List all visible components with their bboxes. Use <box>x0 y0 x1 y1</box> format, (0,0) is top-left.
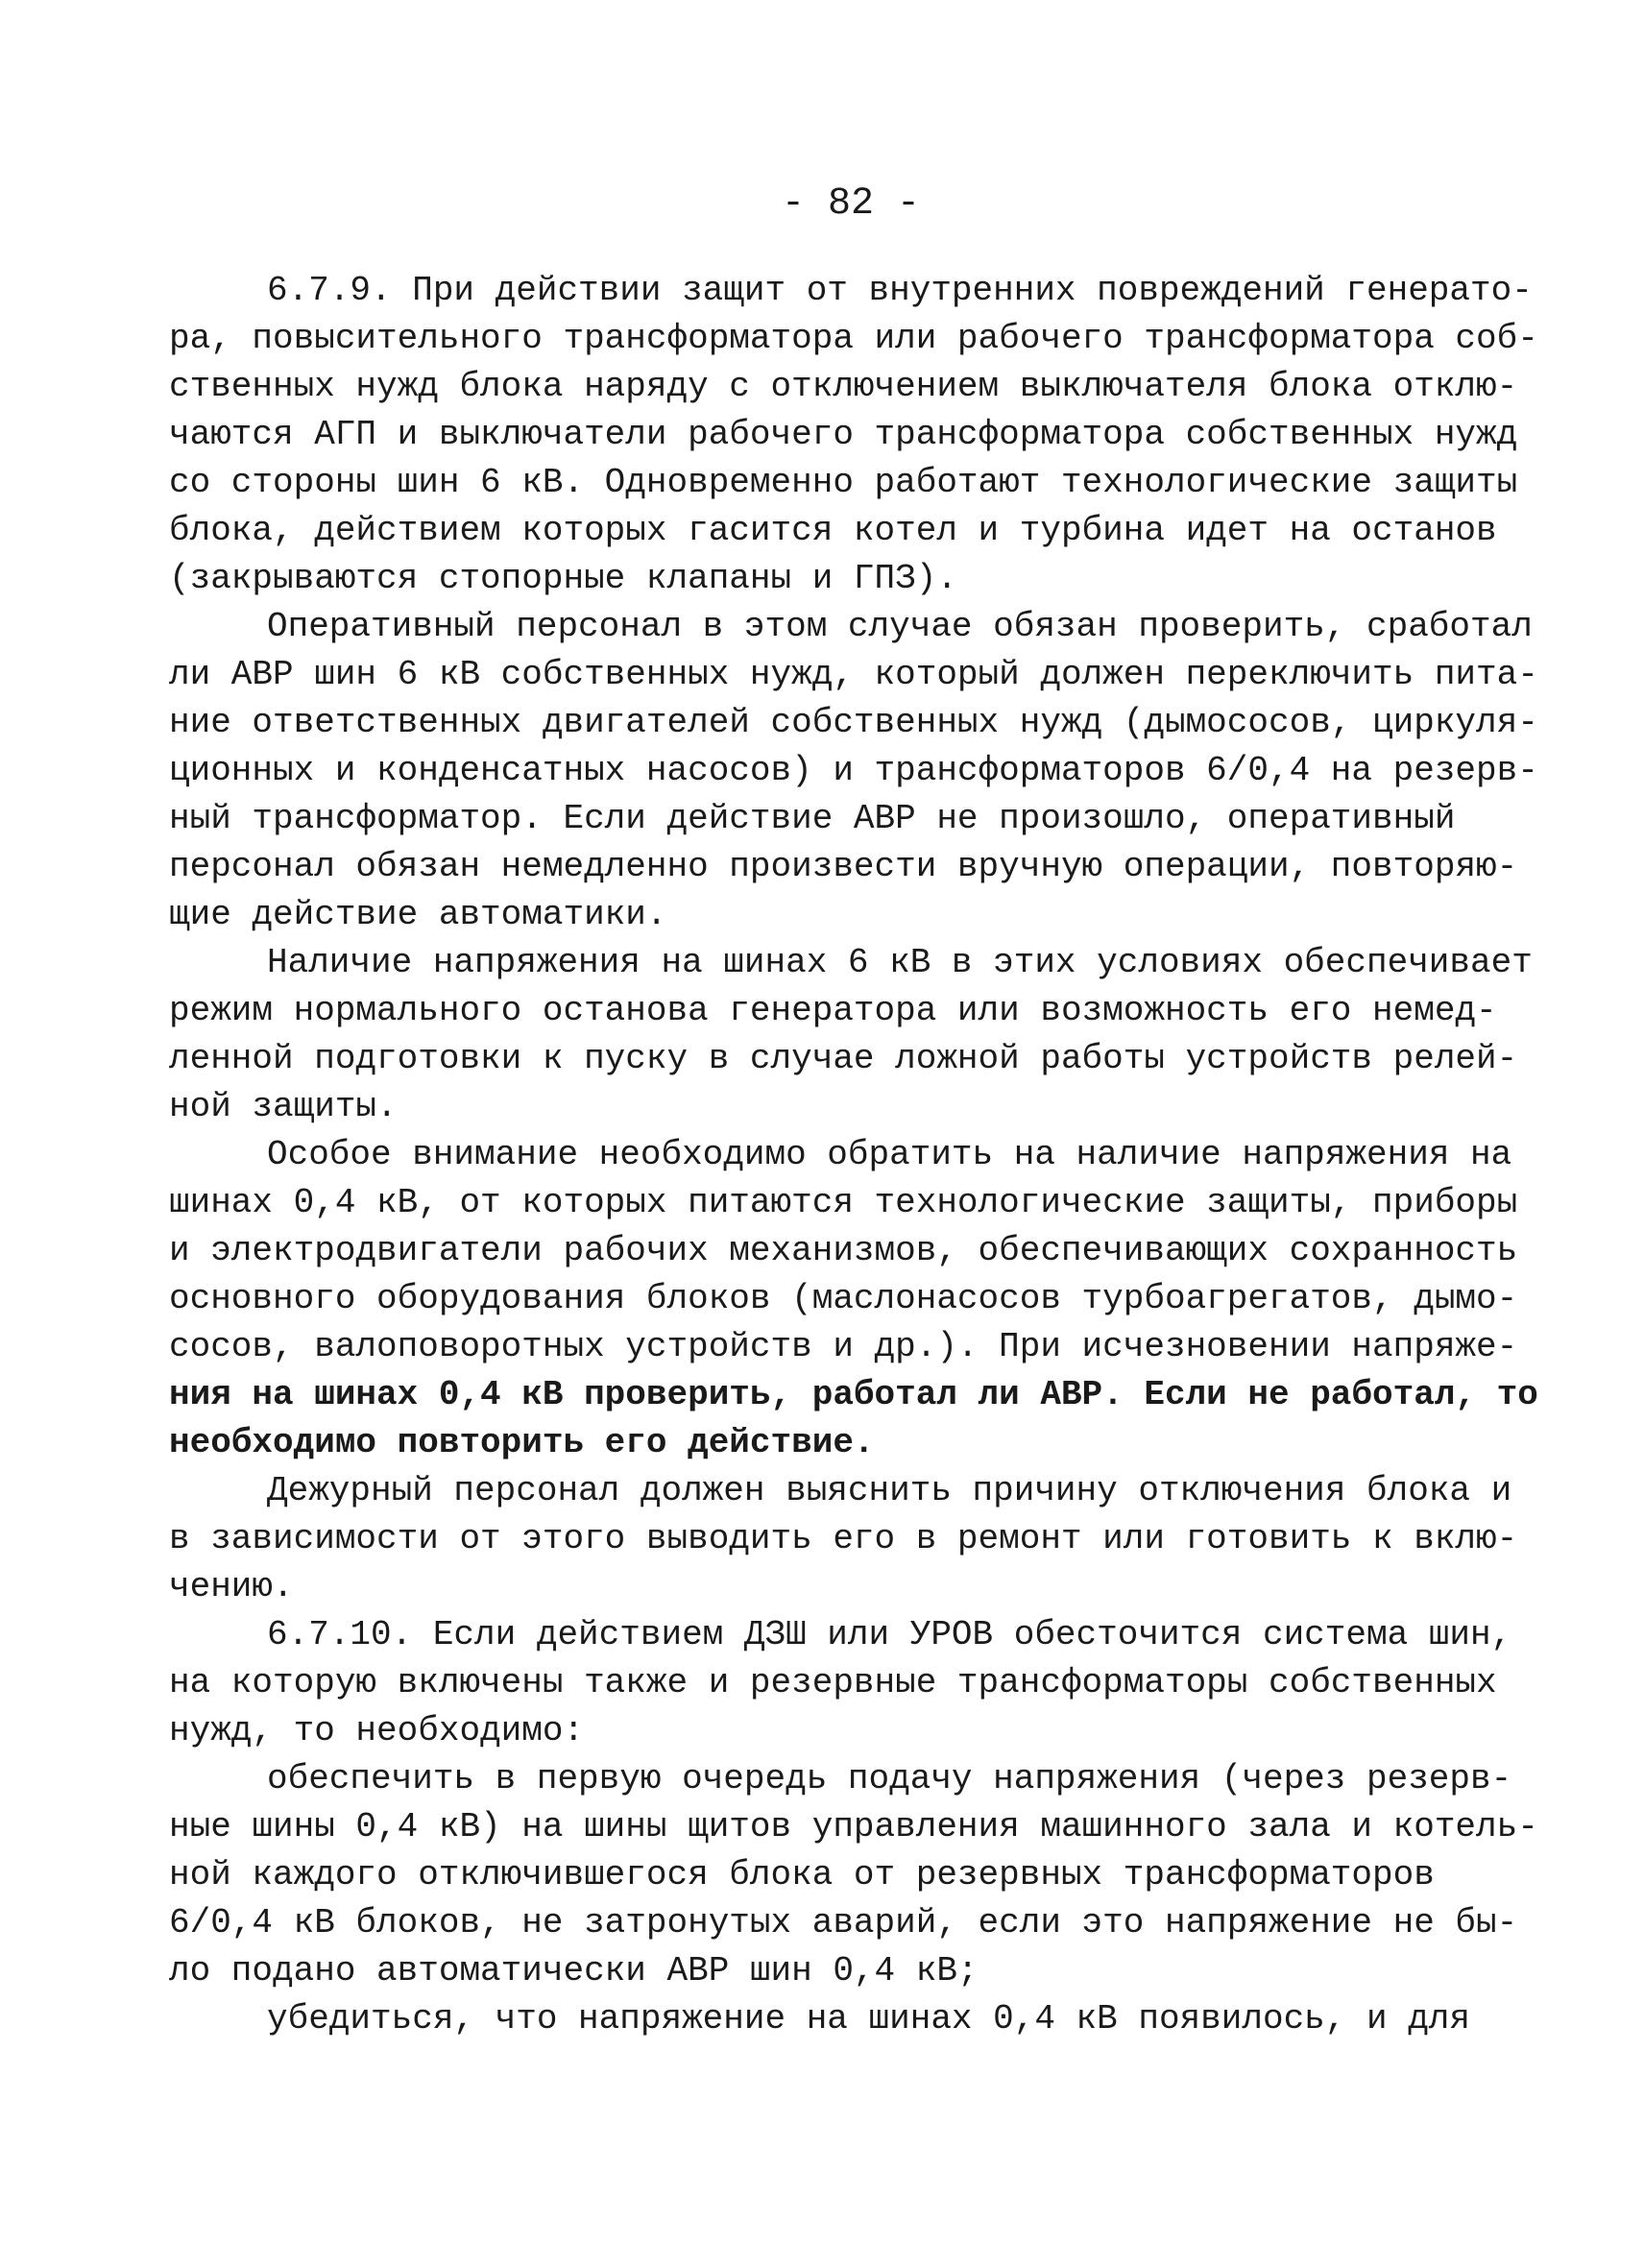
text-line: блока, действием которых гасится котел и турбина идет на останов <box>169 511 1497 550</box>
text-line: Оперативный персонал в этом случае обязан проверить, сработал <box>267 607 1533 646</box>
text-line: Наличие напряжения на шинах 6 кВ в этих условиях обеспечивает <box>267 943 1533 982</box>
text-line: основного оборудования блоков (маслонасосов турбоагрегатов, дымо- <box>169 1279 1518 1318</box>
text-line: на которую включены также и резервные трансформаторы собственных <box>169 1663 1497 1702</box>
text-line: ленной подготовки к пуску в случае ложной работы устройств релей- <box>169 1039 1518 1078</box>
text-line: 6/0,4 кВ блоков, не затронутых аварий, если это напряжение не бы- <box>169 1903 1518 1942</box>
body-text <box>169 267 1538 2043</box>
text-line: персонал обязан немедленно произвести вручную операции, повторяю- <box>169 847 1518 886</box>
text-line: Особое внимание необходимо обратить на наличие напряжения на <box>267 1135 1512 1174</box>
page-number: - 82 - <box>781 182 921 226</box>
text-line: ной защиты. <box>169 1087 398 1126</box>
text-line: ра, повысительного трансформатора или рабочего трансформатора соб- <box>169 319 1538 358</box>
text-line: ный трансформатор. Если действие АВР не произошло, оперативный <box>169 799 1456 838</box>
text-line: необходимо повторить его действие. <box>169 1423 875 1462</box>
text-line: сосов, валоповоротных устройств и др.). При исчезновении напряже- <box>169 1327 1518 1366</box>
text-line: ли АВР шин 6 кВ собственных нужд, который должен переключить пита- <box>169 655 1538 694</box>
text-line: 6.7.10. Если действием ДЗШ или УРОВ обесточится система шин, <box>267 1615 1512 1654</box>
text-line: ния на шинах 0,4 кВ проверить, работал ли АВР. Если не работал, то <box>169 1375 1538 1414</box>
text-line: убедиться, что напряжение на шинах 0,4 кВ появилось, и для <box>267 1999 1471 2039</box>
text-line: ственных нужд блока наряду с отключением выключателя блока отклю- <box>169 367 1518 406</box>
text-line: режим нормального останова генератора или возможность его немед- <box>169 991 1497 1030</box>
text-line: щие действие автоматики. <box>169 895 667 934</box>
text-line: нужд, то необходимо: <box>169 1711 585 1750</box>
text-line: со стороны шин 6 кВ. Одновременно работают технологические защиты <box>169 463 1518 502</box>
text-line: (закрываются стопорные клапаны и ГПЗ). <box>169 559 957 598</box>
text-line: и электродвигатели рабочих механизмов, обеспечивающих сохранность <box>169 1231 1518 1270</box>
text-line: шинах 0,4 кВ, от которых питаются технологические защиты, приборы <box>169 1183 1518 1222</box>
text-line: обеспечить в первую очередь подачу напряжения (через резерв- <box>267 1759 1512 1798</box>
text-line: ние ответственных двигателей собственных нужд (дымососов, циркуля- <box>169 703 1538 742</box>
text-line: Дежурный персонал должен выяснить причину отключения блока и <box>267 1471 1512 1510</box>
text-line: чению. <box>169 1567 294 1606</box>
text-line: 6.7.9. При действии защит от внутренних повреждений генерато- <box>267 271 1533 310</box>
text-line: ной каждого отключившегося блока от резервных трансформаторов <box>169 1855 1435 1894</box>
text-line: ные шины 0,4 кВ) на шины щитов управления машинного зала и котель- <box>169 1807 1538 1846</box>
text-line: ло подано автоматически АВР шин 0,4 кВ; <box>169 1951 979 1991</box>
text-line: ционных и конденсатных насосов) и трансформаторов 6/0,4 на резерв- <box>169 751 1538 790</box>
text-line: чаются АГП и выключатели рабочего трансформатора собственных нужд <box>169 415 1518 454</box>
text-line: в зависимости от этого выводить его в ремонт или готовить к вклю- <box>169 1519 1518 1558</box>
